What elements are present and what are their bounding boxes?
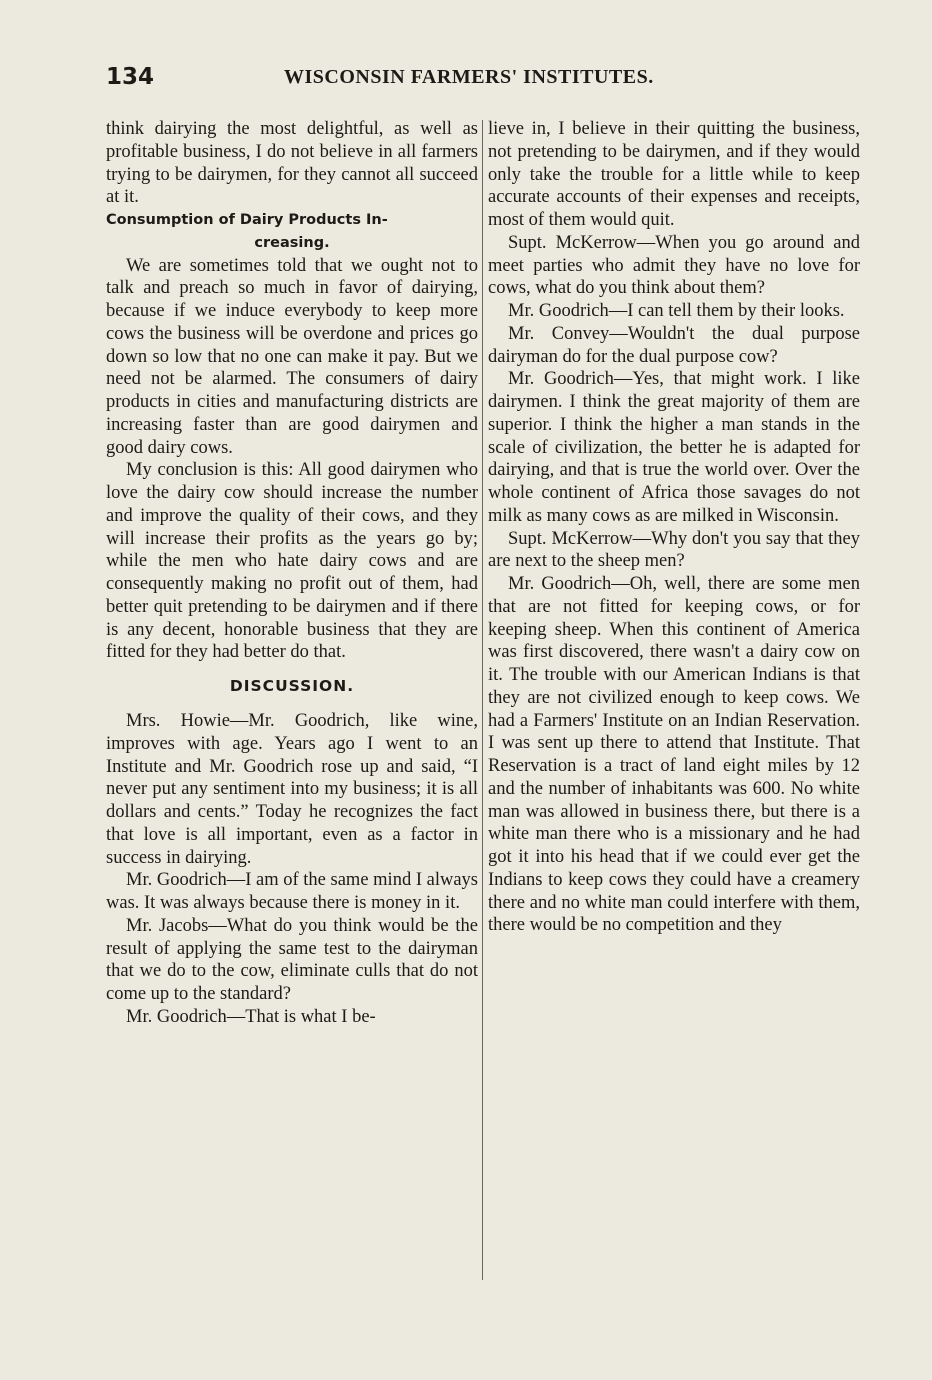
paragraph: Supt. McKerrow—When you go around and meet parties who admit they have no love for cows, what do you think about them? — [488, 232, 860, 299]
right-column — [488, 118, 860, 937]
paragraph: Supt. McKerrow—Why don't you say that they are next to the sheep men? — [488, 528, 860, 572]
running-head: WISCONSIN FARMERS' INSTITUTES. — [284, 66, 654, 88]
paragraph: Mr. Goodrich—I can tell them by their looks. — [508, 301, 845, 321]
paragraph: Mr. Goodrich—I am of the same mind I always was. It was always because there is money in it. — [106, 870, 478, 913]
left-column — [106, 118, 478, 1029]
subheading-line: Consumption of Dairy Products In- — [106, 212, 388, 228]
section-heading: DISCUSSION. — [229, 677, 355, 695]
column-divider — [482, 120, 483, 1280]
paragraph: Mr. Jacobs—What do you think would be the result of applying the same test to the dairyman that we do to the cow, eliminate culls that do not come up to the standard? — [106, 915, 478, 1004]
paragraph: think dairying the most delightful, as well as profitable business, I do not believe in all farmers trying to be dairymen, for they cannot all succeed at it. — [106, 119, 478, 208]
page-number: 134 — [106, 64, 155, 90]
subheading-line: creasing. — [254, 234, 330, 251]
paragraph: Mr. Goodrich—Yes, that might work. I like dairymen. I think the great majority of them are superior. I think the higher a man stands in the scale of civilization, the better he is adapted for dairying, and that is true the world over. Over the whole continent of Africa those savages do not milk as many cows as are milked in Wisconsin. — [488, 369, 860, 526]
paragraph: We are sometimes told that we ought not to talk and preach so much in favor of dairying, because if we induce everybody to keep more cows the business will be overdone and prices go down so low that no one can make it pay. But we need not be alarmed. The consumers of dairy products in cities and manufacturing districts are increasing faster than are good dairymen and good dairy cows. — [106, 255, 478, 458]
paragraph: Mr. Goodrich—That is what I be- — [126, 1006, 376, 1027]
paragraph: Mr. Goodrich—Oh, well, there are some men that are not fitted for keeping cows, or for keeping sheep. When this continent of America was first discovered, there wasn't a dairy cow on it. The trouble with our American Indians is that they are not civilized enough to keep cows. We had a Farmers' Institute on an Indian Reservation. I was sent up there to attend that Institute. That Reservation is a tract of land eight miles by 12 and the number of inhabitants was 600. No white man was allowed in business there, but there is a white man there who is a missionary and he had got it into his head that if we could ever get the Indians to keep cows they could have a creamery there and no white man could interfere with them, there would be no competition and they — [488, 574, 860, 936]
page-header — [106, 64, 868, 98]
paragraph: Mrs. Howie—Mr. Goodrich, like wine, improves with age. Years ago I went to an Institute and Mr. Goodrich rose up and said, “I never put any sentiment into my business; it is all dollars and cents.” Today he recognizes the fact that love is all important, even as a factor in success in dairying. — [106, 711, 478, 868]
paragraph: lieve in, I believe in their quitting the business, not pretending to be dairymen, and if they would only take the trouble for a little while to keep accurate accounts of their expenses and receipts, most of them would quit. — [488, 119, 860, 230]
paragraph: My conclusion is this: All good dairymen who love the dairy cow should increase the number and improve the quality of their cows, and they will increase their profits as the years go by; while the men who hate dairy cows and are consequently making no profit out of them, had better quit pretending to be dairymen and if there is any decent, honorable business that they are fitted for they had better do that. — [106, 460, 478, 663]
paragraph: Mr. Convey—Wouldn't the dual purpose dairyman do for the dual purpose cow? — [488, 323, 860, 367]
